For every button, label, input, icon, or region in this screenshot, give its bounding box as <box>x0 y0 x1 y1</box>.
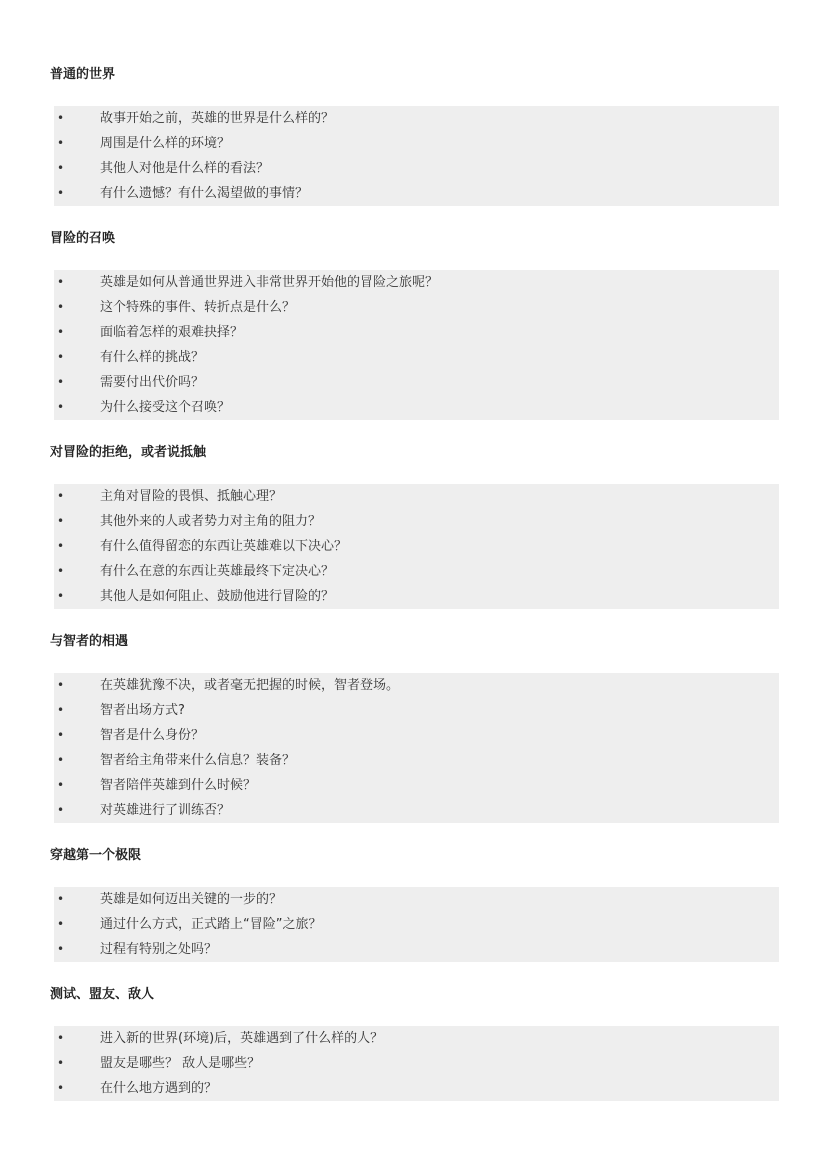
list-item-text: 有什么遗憾？有什么渴望做的事情？ <box>100 186 309 201</box>
bullet-icon: • <box>57 300 65 314</box>
list-item <box>54 559 779 584</box>
list-item <box>54 912 779 937</box>
bullet-icon: • <box>57 1056 65 1070</box>
list-item <box>54 484 779 509</box>
bullet-list <box>54 270 779 420</box>
list-item-text: 这个特殊的事件、转折点是什么？ <box>100 300 296 315</box>
bullet-icon: • <box>57 161 65 175</box>
list-item-text: 其他人是如何阻止、鼓励他进行冒险的？ <box>100 589 335 604</box>
list-item <box>54 509 779 534</box>
section-heading: 对冒险的拒绝，或者说抵触 <box>50 445 207 460</box>
list-item-text: 主角对冒险的畏惧、抵触心理？ <box>100 489 283 504</box>
list-item <box>54 748 779 773</box>
list-item-text: 英雄是如何从普通世界进入非常世界开始他的冒险之旅呢？ <box>100 275 439 290</box>
bullet-list <box>54 484 779 609</box>
list-item-text: 周围是什么样的环境？ <box>100 136 231 151</box>
section-heading: 冒险的召唤 <box>50 231 116 246</box>
list-item <box>54 370 779 395</box>
list-item-text: 智者是什么身份？ <box>100 728 205 743</box>
list-item <box>54 1026 779 1051</box>
list-item-text: 进入新的世界(环境)后，英雄遇到了什么样的人？ <box>100 1031 384 1046</box>
list-item-text: 在什么地方遇到的？ <box>100 1081 218 1096</box>
bullet-list <box>54 673 779 823</box>
list-item-text: 过程有特别之处吗？ <box>100 942 218 957</box>
list-item <box>54 181 779 206</box>
bullet-icon: • <box>57 778 65 792</box>
section-heading: 穿越第一个极限 <box>50 848 142 863</box>
list-item <box>54 1051 779 1076</box>
list-item-text: 需要付出代价吗？ <box>100 375 205 390</box>
list-item-text: 英雄是如何迈出关键的一步的？ <box>100 892 283 907</box>
bullet-icon: • <box>57 111 65 125</box>
bullet-list <box>54 887 779 962</box>
list-item-text: 有什么样的挑战？ <box>100 350 205 365</box>
list-item <box>54 534 779 559</box>
bullet-icon: • <box>57 917 65 931</box>
list-item-text: 其他人对他是什么样的看法？ <box>100 161 270 176</box>
section-heading: 测试、盟友、敌人 <box>50 987 155 1002</box>
list-item-text: 有什么值得留恋的东西让英雄难以下决心？ <box>100 539 348 554</box>
list-item <box>54 345 779 370</box>
bullet-icon: • <box>57 400 65 414</box>
section-heading: 与智者的相遇 <box>50 634 129 649</box>
bullet-list <box>54 106 779 206</box>
list-item <box>54 131 779 156</box>
list-item-text: 智者陪伴英雄到什么时候？ <box>100 778 257 793</box>
bullet-icon: • <box>57 514 65 528</box>
bullet-icon: • <box>57 375 65 389</box>
bullet-icon: • <box>57 728 65 742</box>
list-item <box>54 698 779 723</box>
list-item <box>54 395 779 420</box>
list-item-text: 对英雄进行了训练否？ <box>100 803 231 818</box>
bullet-icon: • <box>57 678 65 692</box>
list-item-text: 故事开始之前，英雄的世界是什么样的？ <box>100 111 335 126</box>
bullet-icon: • <box>57 892 65 906</box>
list-item <box>54 270 779 295</box>
list-item-text: 其他外来的人或者势力对主角的阻力？ <box>100 514 322 529</box>
list-item-text: 通过什么方式，正式踏上“冒险”之旅？ <box>100 917 322 932</box>
bullet-icon: • <box>57 539 65 553</box>
list-item <box>54 320 779 345</box>
list-item <box>54 773 779 798</box>
list-item <box>54 937 779 962</box>
bullet-icon: • <box>57 564 65 578</box>
bullet-icon: • <box>57 350 65 364</box>
bullet-icon: • <box>57 703 65 717</box>
list-item <box>54 295 779 320</box>
section-heading: 普通的世界 <box>50 67 116 82</box>
list-item <box>54 1076 779 1101</box>
bullet-icon: • <box>57 1031 65 1045</box>
list-item-text: 在英雄犹豫不决，或者毫无把握的时候，智者登场。 <box>100 678 400 693</box>
list-item <box>54 584 779 609</box>
bullet-icon: • <box>57 753 65 767</box>
list-item-text: 为什么接受这个召唤？ <box>100 400 231 415</box>
bullet-icon: • <box>57 589 65 603</box>
list-item-text: 智者出场方式? <box>100 703 185 718</box>
bullet-icon: • <box>57 803 65 817</box>
list-item-text: 有什么在意的东西让英雄最终下定决心？ <box>100 564 335 579</box>
bullet-icon: • <box>57 186 65 200</box>
list-item <box>54 673 779 698</box>
bullet-icon: • <box>57 942 65 956</box>
bullet-icon: • <box>57 275 65 289</box>
list-item-text: 智者给主角带来什么信息？装备？ <box>100 753 296 768</box>
bullet-icon: • <box>57 325 65 339</box>
list-item <box>54 156 779 181</box>
list-item <box>54 887 779 912</box>
list-item <box>54 106 779 131</box>
bullet-icon: • <box>57 136 65 150</box>
bullet-list <box>54 1026 779 1101</box>
bullet-icon: • <box>57 1081 65 1095</box>
bullet-icon: • <box>57 489 65 503</box>
list-item-text: 面临着怎样的艰难抉择？ <box>100 325 244 340</box>
list-item <box>54 798 779 823</box>
list-item-text: 盟友是哪些？ 敌人是哪些？ <box>100 1056 261 1071</box>
list-item <box>54 723 779 748</box>
